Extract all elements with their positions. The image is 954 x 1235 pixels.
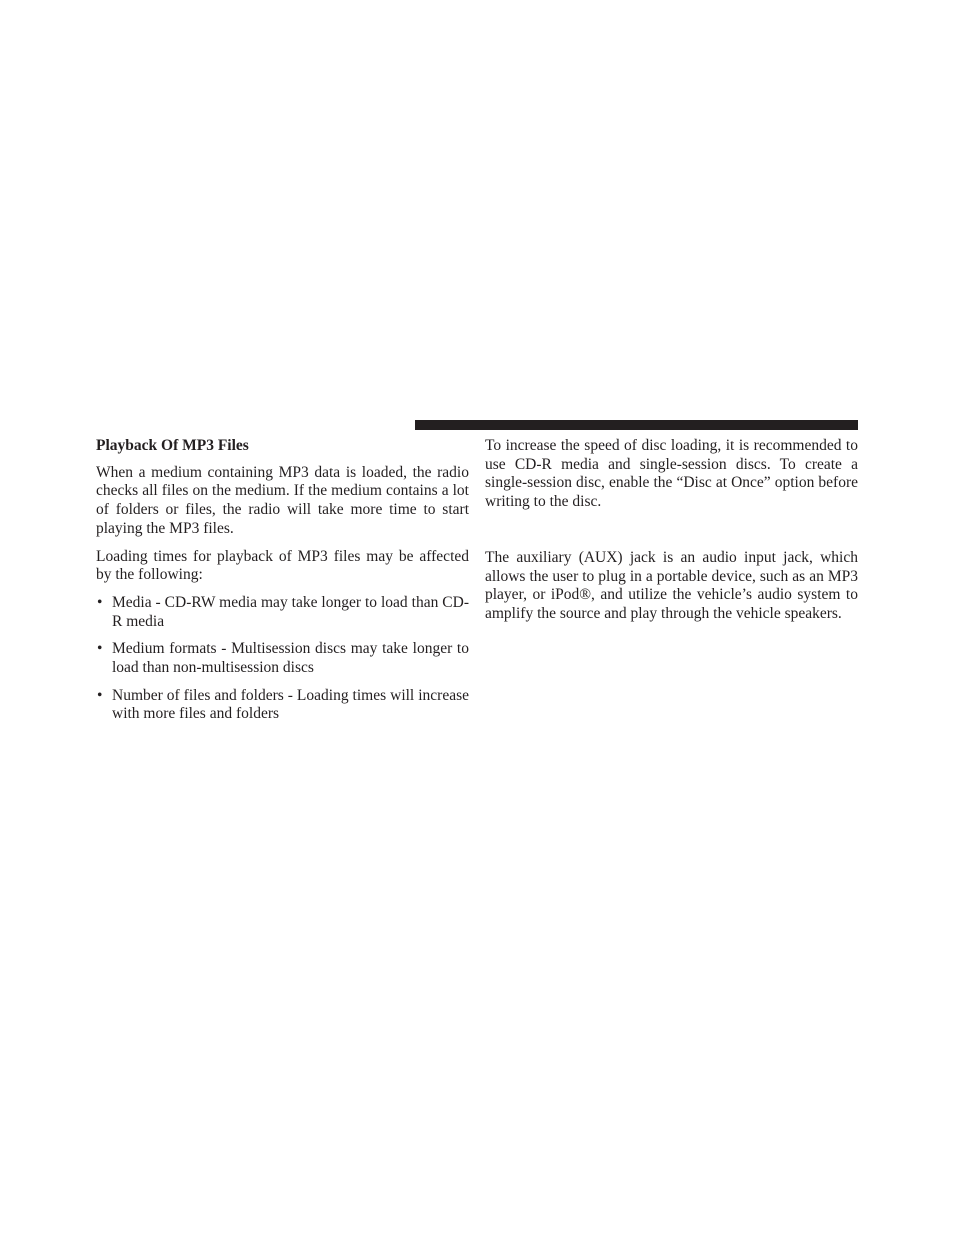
paragraph-aux-jack: The auxiliary (AUX) jack is an audio input jack, which allows the user to plug in a portable device, such as an MP3 player, or iPod®, and utilize the vehicle’s audio system to amplify the source and play through the vehicle speakers. <box>485 548 858 622</box>
bullet-icon: • <box>97 686 103 704</box>
list-item-text: Media - CD-RW media may take longer to load than CD-R media <box>112 593 469 630</box>
section-header-rule <box>415 420 858 430</box>
list-item-text: Number of files and folders - Loading times will increase with more files and folders <box>112 686 469 723</box>
bullet-icon: • <box>97 640 103 658</box>
right-column <box>485 437 858 633</box>
list-item <box>96 640 469 677</box>
paragraph-disc-speed: To increase the speed of disc loading, it is recommended to use CD-R media and single-session discs. To create a single-session disc, enable the “Disc at Once” option before writing to the disc. <box>485 437 858 511</box>
list-item <box>96 594 469 631</box>
list-item-text: Medium formats - Multisession discs may take longer to load than non-multisession discs <box>112 640 469 677</box>
list-item <box>96 687 469 724</box>
bullet-icon: • <box>97 593 103 611</box>
paragraph-mp3-loading: When a medium containing MP3 data is loaded, the radio checks all files on the medium. If the medium contains a lot of folders or files, the radio will take more time to start playing the MP3 files. <box>96 463 469 537</box>
bullet-list <box>96 594 469 724</box>
left-column <box>96 437 469 733</box>
section-spacer <box>485 521 858 549</box>
paragraph-loading-times: Loading times for playback of MP3 files may be affected by the following: <box>96 547 469 584</box>
section-heading: Playback Of MP3 Files <box>96 437 249 454</box>
